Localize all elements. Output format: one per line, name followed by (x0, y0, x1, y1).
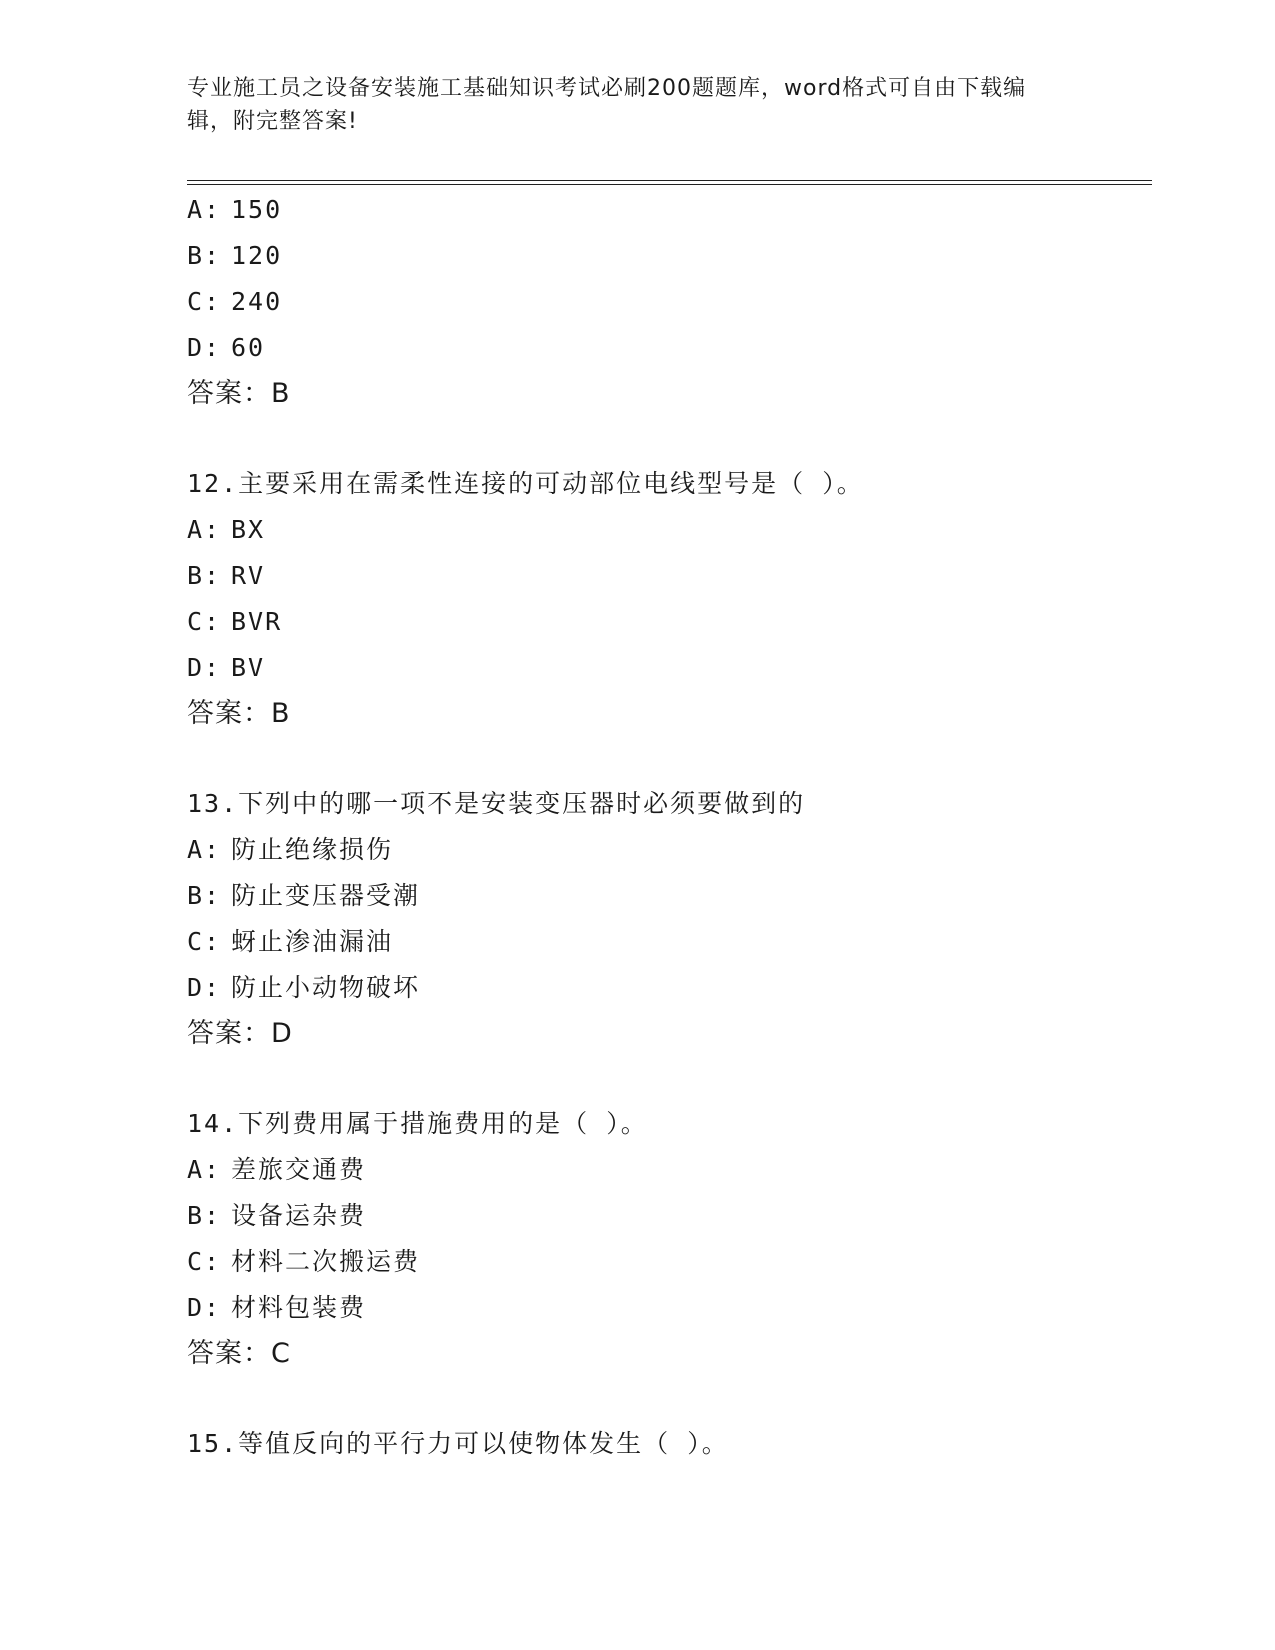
option-b: B: 设备运杂费 (187, 1201, 367, 1230)
question-title: 12.主要采用在需柔性连接的可动部位电线型号是（ ）。 (187, 469, 864, 498)
option-b: B: 防止变压器受潮 (187, 881, 421, 910)
answer: 答案：C (187, 1338, 291, 1369)
answer: 答案：B (187, 378, 291, 409)
option-d: D: BV (187, 653, 266, 682)
option-b: B: 120 (187, 241, 283, 270)
answer: 答案：D (187, 1018, 293, 1049)
option-a: A: 150 (187, 195, 283, 224)
question-15 (187, 1421, 1152, 1467)
question-11-continued (187, 187, 1152, 417)
option-d: D: 防止小动物破坏 (187, 973, 421, 1002)
option-d: D: 60 (187, 333, 266, 362)
header-divider-top (187, 180, 1152, 181)
document-header: 专业施工员之设备安装施工基础知识考试必刷200题题库，word格式可自由下载编辑，附完整答案! (187, 76, 1027, 134)
option-a: A: 防止绝缘损伤 (187, 835, 394, 864)
option-d: D: 材料包装费 (187, 1293, 367, 1322)
question-list (187, 187, 1152, 1467)
option-b: B: RV (187, 561, 266, 590)
question-14 (187, 1101, 1152, 1377)
question-13 (187, 781, 1152, 1057)
option-a: A: BX (187, 515, 266, 544)
question-title: 14.下列费用属于措施费用的是（ ）。 (187, 1109, 648, 1138)
question-title: 13.下列中的哪一项不是安装变压器时必须要做到的 (187, 789, 806, 818)
option-c: C: BVR (187, 607, 283, 636)
answer: 答案：B (187, 698, 291, 729)
question-title: 15.等值反向的平行力可以使物体发生（ ）。 (187, 1429, 729, 1458)
option-c: C: 材料二次搬运费 (187, 1247, 421, 1276)
option-a: A: 差旅交通费 (187, 1155, 367, 1184)
option-c: C: 240 (187, 287, 283, 316)
header-divider-bottom (187, 184, 1152, 185)
question-12 (187, 461, 1152, 737)
option-c: C: 蚜止渗油漏油 (187, 927, 394, 956)
